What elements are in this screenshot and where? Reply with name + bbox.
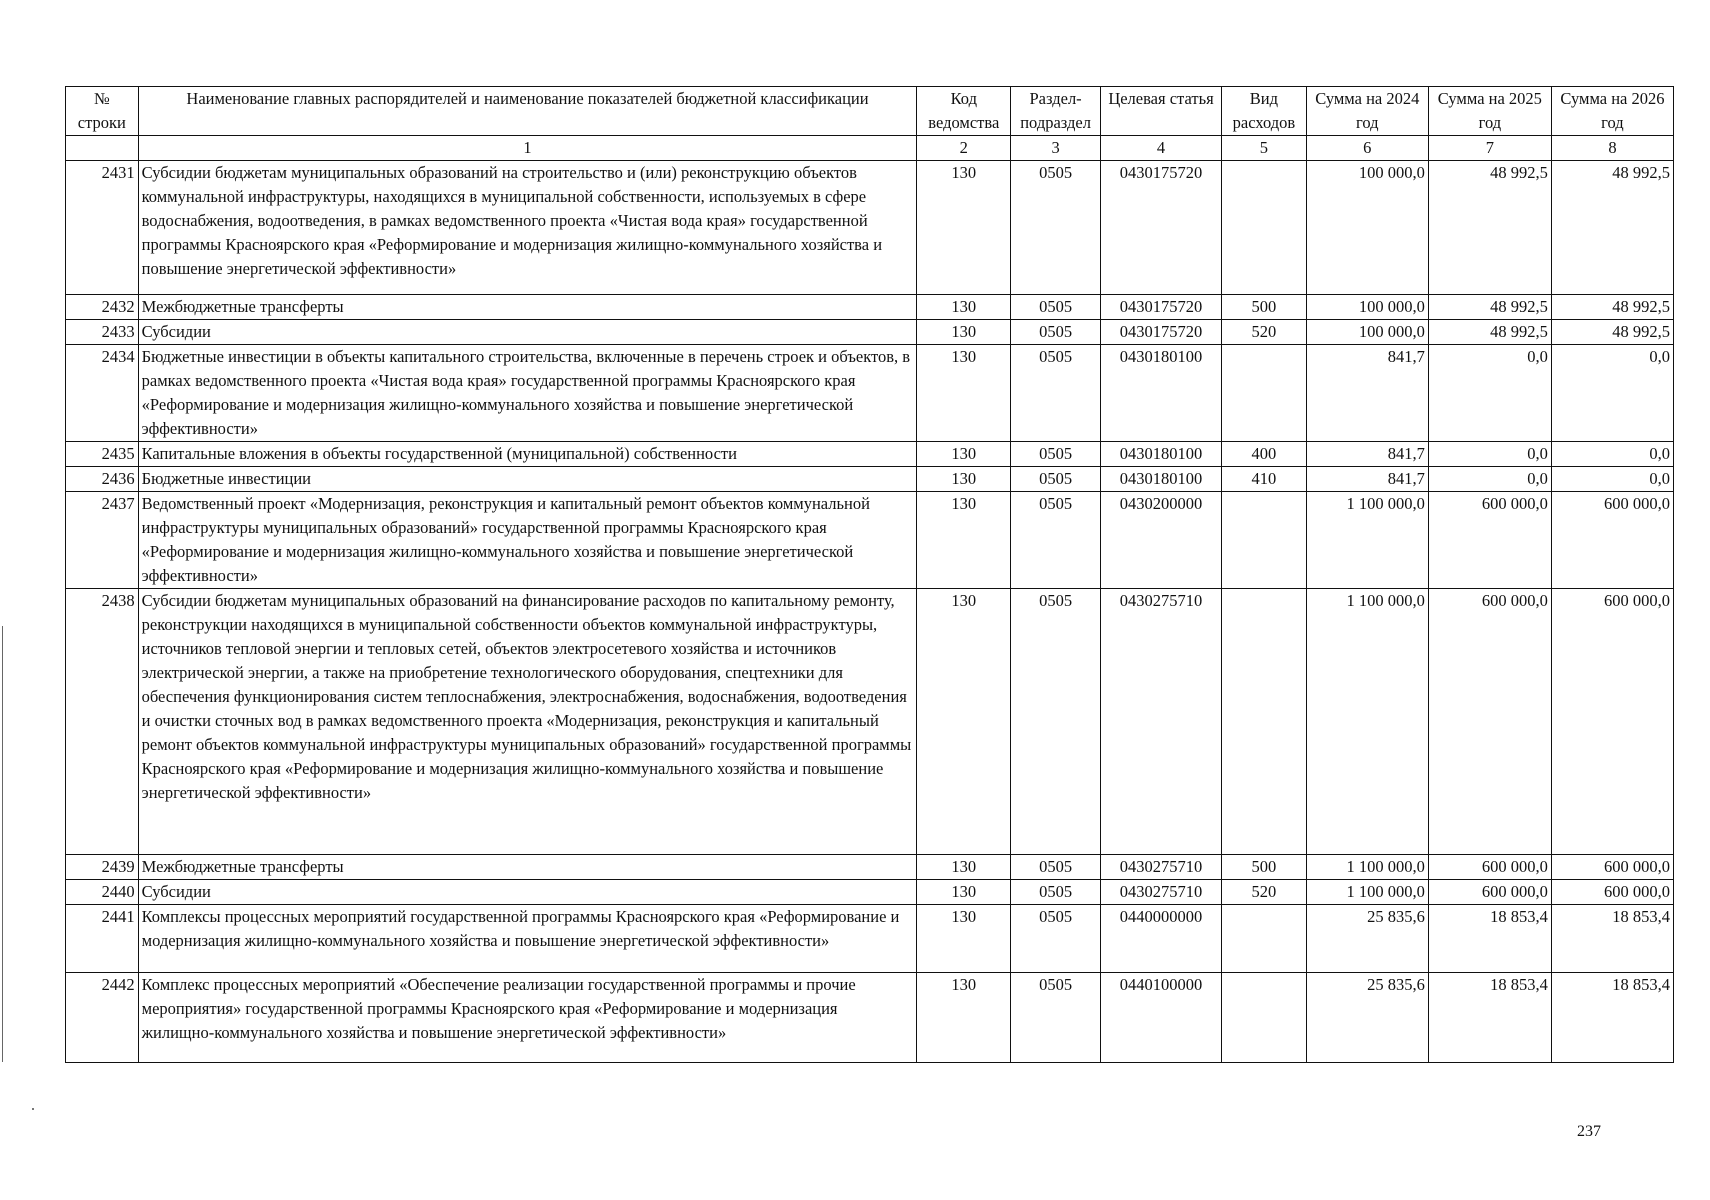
- row-sum-2024: 100 000,0: [1306, 161, 1428, 295]
- scan-margin-mark: [2, 626, 3, 1062]
- row-dept: 130: [917, 855, 1011, 880]
- table-header-row: [66, 87, 1674, 136]
- row-name: Субсидии бюджетам муниципальных образований на финансирование расходов по капитальному ремонту, реконструкции находящихся в муниципальной собственности объектов коммунальной инфраструктуры, источников тепловой энергии и тепловых сетей, объектов электросетевого хозяйства и источников электрической энергии, а также на приобретение технологического оборудования, спецтехники для обеспечения функционирования систем теплоснабжения, электроснабжения, водоснабжения, водоотведения и очистки сточных вод в рамках ведомственного проекта «Модернизация, реконструкция и капитальный ремонт объектов коммунальной инфраструктуры муниципальных образований» государственной программы Красноярского края «Реформирование и модернизация жилищно-коммунального хозяйства и повышение энергетической эффективности»: [138, 589, 917, 855]
- col-number: 6: [1306, 136, 1428, 161]
- row-target: 0440000000: [1100, 905, 1221, 973]
- header-sum-2024: Сумма на 2024 год: [1306, 87, 1428, 136]
- row-sum-2026: 48 992,5: [1551, 161, 1673, 295]
- header-sum-2025: Сумма на 2025 год: [1428, 87, 1551, 136]
- row-exp-type: 520: [1222, 880, 1307, 905]
- budget-table: [65, 86, 1674, 1063]
- row-section: 0505: [1011, 880, 1101, 905]
- row-target: 0440100000: [1100, 973, 1221, 1063]
- table-row: [66, 973, 1674, 1063]
- row-sum-2024: 841,7: [1306, 442, 1428, 467]
- row-dept: 130: [917, 905, 1011, 973]
- col-number-blank: [66, 136, 139, 161]
- header-sum-2026: Сумма на 2026 год: [1551, 87, 1673, 136]
- row-dept: 130: [917, 320, 1011, 345]
- row-sum-2026: 0,0: [1551, 467, 1673, 492]
- row-exp-type: 410: [1222, 467, 1307, 492]
- row-section: 0505: [1011, 295, 1101, 320]
- header-exp-type: Вид расходов: [1222, 87, 1307, 136]
- table-row: [66, 880, 1674, 905]
- row-name: Капитальные вложения в объекты государственной (муниципальной) собственности: [138, 442, 917, 467]
- row-sum-2025: 48 992,5: [1428, 295, 1551, 320]
- row-sum-2025: 600 000,0: [1428, 880, 1551, 905]
- col-number: 3: [1011, 136, 1101, 161]
- col-number: 2: [917, 136, 1011, 161]
- row-section: 0505: [1011, 320, 1101, 345]
- row-number: 2434: [66, 345, 139, 442]
- row-target: 0430275710: [1100, 880, 1221, 905]
- row-sum-2025: 0,0: [1428, 467, 1551, 492]
- row-exp-type: [1222, 905, 1307, 973]
- col-number: 1: [138, 136, 917, 161]
- row-sum-2024: 25 835,6: [1306, 973, 1428, 1063]
- row-section: 0505: [1011, 855, 1101, 880]
- row-sum-2025: 0,0: [1428, 442, 1551, 467]
- row-sum-2024: 100 000,0: [1306, 320, 1428, 345]
- row-section: 0505: [1011, 905, 1101, 973]
- row-target: 0430175720: [1100, 320, 1221, 345]
- header-target: Целевая статья: [1100, 87, 1221, 136]
- row-number: 2435: [66, 442, 139, 467]
- row-number: 2442: [66, 973, 139, 1063]
- col-number: 7: [1428, 136, 1551, 161]
- row-dept: 130: [917, 161, 1011, 295]
- table-row: [66, 589, 1674, 855]
- row-sum-2024: 1 100 000,0: [1306, 855, 1428, 880]
- row-number: 2431: [66, 161, 139, 295]
- row-section: 0505: [1011, 467, 1101, 492]
- row-sum-2026: 600 000,0: [1551, 589, 1673, 855]
- row-target: 0430180100: [1100, 442, 1221, 467]
- row-dept: 130: [917, 295, 1011, 320]
- row-target: 0430175720: [1100, 295, 1221, 320]
- table-row: [66, 467, 1674, 492]
- header-name: Наименование главных распорядителей и наименование показателей бюджетной классификации: [138, 87, 917, 136]
- row-dept: 130: [917, 589, 1011, 855]
- row-number: 2437: [66, 492, 139, 589]
- row-number: 2441: [66, 905, 139, 973]
- column-number-row: [66, 136, 1674, 161]
- row-sum-2025: 48 992,5: [1428, 161, 1551, 295]
- table-row: [66, 442, 1674, 467]
- row-dept: 130: [917, 467, 1011, 492]
- row-target: 0430275710: [1100, 589, 1221, 855]
- row-sum-2026: 600 000,0: [1551, 880, 1673, 905]
- row-target: 0430275710: [1100, 855, 1221, 880]
- row-sum-2025: 600 000,0: [1428, 492, 1551, 589]
- row-exp-type: [1222, 345, 1307, 442]
- row-number: 2432: [66, 295, 139, 320]
- col-number: 8: [1551, 136, 1673, 161]
- row-name: Субсидии: [138, 320, 917, 345]
- table-row: [66, 855, 1674, 880]
- row-number: 2439: [66, 855, 139, 880]
- row-name: Бюджетные инвестиции в объекты капитального строительства, включенные в перечень строек и объектов, в рамках ведомственного проекта «Чистая вода края» государственной программы Красноярского края «Реформирование и модернизация жилищно-коммунального хозяйства и повышение энергетической эффективности»: [138, 345, 917, 442]
- table-body: [66, 161, 1674, 1063]
- row-sum-2026: 18 853,4: [1551, 905, 1673, 973]
- row-sum-2024: 1 100 000,0: [1306, 492, 1428, 589]
- row-section: 0505: [1011, 345, 1101, 442]
- row-sum-2026: 18 853,4: [1551, 973, 1673, 1063]
- row-section: 0505: [1011, 589, 1101, 855]
- col-number: 5: [1222, 136, 1307, 161]
- row-target: 0430175720: [1100, 161, 1221, 295]
- row-sum-2026: 0,0: [1551, 345, 1673, 442]
- row-dept: 130: [917, 973, 1011, 1063]
- row-exp-type: [1222, 161, 1307, 295]
- col-number: 4: [1100, 136, 1221, 161]
- row-target: 0430200000: [1100, 492, 1221, 589]
- row-sum-2024: 25 835,6: [1306, 905, 1428, 973]
- table-row: [66, 905, 1674, 973]
- row-dept: 130: [917, 345, 1011, 442]
- page-number: 237: [1577, 1123, 1601, 1140]
- row-number: 2436: [66, 467, 139, 492]
- row-exp-type: 520: [1222, 320, 1307, 345]
- row-target: 0430180100: [1100, 345, 1221, 442]
- row-name: Субсидии бюджетам муниципальных образований на строительство и (или) реконструкцию объектов коммунальной инфраструктуры, находящихся в муниципальной собственности, используемых в сфере водоснабжения, водоотведения, в рамках ведомственного проекта «Чистая вода края» государственной программы Красноярского края «Реформирование и модернизация жилищно-коммунального хозяйства и повышение энергетической эффективности»: [138, 161, 917, 295]
- row-sum-2025: 600 000,0: [1428, 855, 1551, 880]
- row-sum-2024: 1 100 000,0: [1306, 589, 1428, 855]
- row-sum-2026: 0,0: [1551, 442, 1673, 467]
- table-row: [66, 492, 1674, 589]
- row-name: Межбюджетные трансферты: [138, 295, 917, 320]
- row-dept: 130: [917, 492, 1011, 589]
- row-exp-type: 500: [1222, 295, 1307, 320]
- row-section: 0505: [1011, 492, 1101, 589]
- row-name: Бюджетные инвестиции: [138, 467, 917, 492]
- row-sum-2024: 841,7: [1306, 345, 1428, 442]
- row-sum-2025: 0,0: [1428, 345, 1551, 442]
- row-name: Субсидии: [138, 880, 917, 905]
- row-number: 2440: [66, 880, 139, 905]
- row-exp-type: 500: [1222, 855, 1307, 880]
- row-number: 2433: [66, 320, 139, 345]
- row-number: 2438: [66, 589, 139, 855]
- row-section: 0505: [1011, 442, 1101, 467]
- scan-dot: [32, 1108, 34, 1110]
- row-target: 0430180100: [1100, 467, 1221, 492]
- row-dept: 130: [917, 442, 1011, 467]
- table-row: [66, 295, 1674, 320]
- row-sum-2026: 48 992,5: [1551, 320, 1673, 345]
- row-name: Ведомственный проект «Модернизация, реконструкция и капитальный ремонт объектов коммунальной инфраструктуры муниципальных образований» государственной программы Красноярского края «Реформирование и модернизация жилищно-коммунального хозяйства и повышение энергетической эффективности»: [138, 492, 917, 589]
- header-row-no: № строки: [66, 87, 139, 136]
- row-section: 0505: [1011, 161, 1101, 295]
- header-dept: Код ведомства: [917, 87, 1011, 136]
- row-dept: 130: [917, 880, 1011, 905]
- row-exp-type: 400: [1222, 442, 1307, 467]
- header-section: Раздел-подраздел: [1011, 87, 1101, 136]
- table-row: [66, 345, 1674, 442]
- row-sum-2026: 600 000,0: [1551, 855, 1673, 880]
- row-sum-2024: 841,7: [1306, 467, 1428, 492]
- row-name: Комплексы процессных мероприятий государственной программы Красноярского края «Реформирование и модернизация жилищно-коммунального хозяйства и повышение энергетической эффективности»: [138, 905, 917, 973]
- row-sum-2026: 48 992,5: [1551, 295, 1673, 320]
- row-sum-2025: 600 000,0: [1428, 589, 1551, 855]
- row-sum-2025: 18 853,4: [1428, 973, 1551, 1063]
- table-row: [66, 161, 1674, 295]
- row-exp-type: [1222, 492, 1307, 589]
- row-exp-type: [1222, 589, 1307, 855]
- row-sum-2024: 100 000,0: [1306, 295, 1428, 320]
- row-sum-2025: 48 992,5: [1428, 320, 1551, 345]
- row-section: 0505: [1011, 973, 1101, 1063]
- row-exp-type: [1222, 973, 1307, 1063]
- row-sum-2026: 600 000,0: [1551, 492, 1673, 589]
- row-name: Межбюджетные трансферты: [138, 855, 917, 880]
- row-name: Комплекс процессных мероприятий «Обеспечение реализации государственной программы и прочие мероприятия» государственной программы Красноярского края «Реформирование и модернизация жилищно-коммунального хозяйства и повышение энергетической эффективности»: [138, 973, 917, 1063]
- row-sum-2025: 18 853,4: [1428, 905, 1551, 973]
- table-row: [66, 320, 1674, 345]
- row-sum-2024: 1 100 000,0: [1306, 880, 1428, 905]
